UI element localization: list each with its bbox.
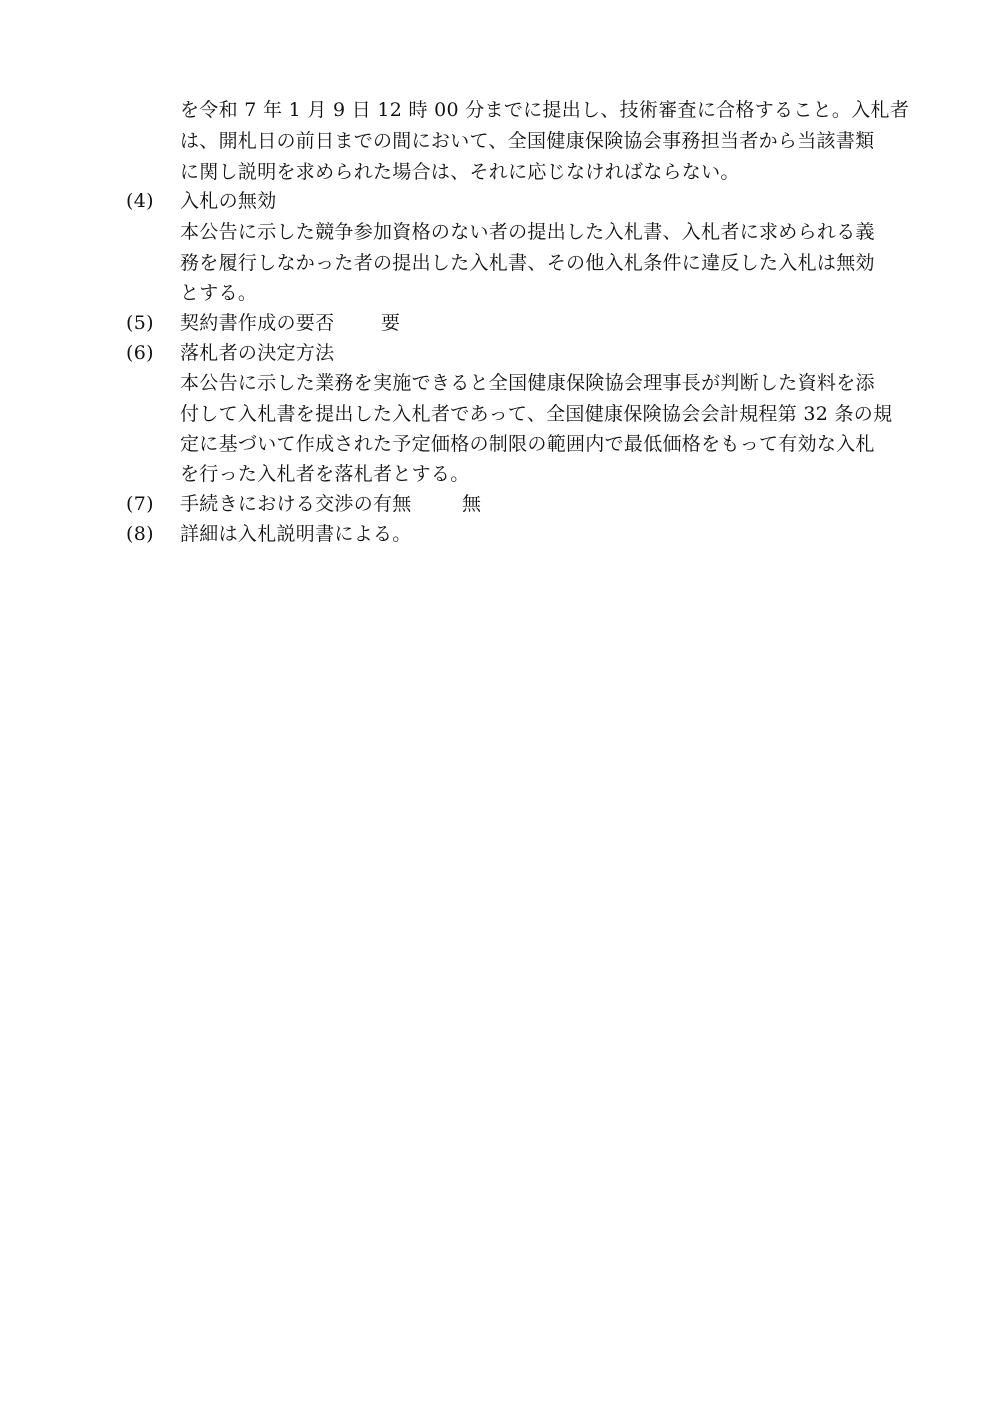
item-8-heading: 詳細は入札説明書による。	[180, 523, 412, 545]
intro-line-2: は、開札日の前日までの間において、全国健康保険協会事務担当者から当該書類	[180, 130, 875, 152]
item-4-body-line-1: 本公告に示した競争参加資格のない者の提出した入札書、入札者に求められる義	[180, 221, 875, 243]
item-6-number: (6)	[126, 342, 154, 364]
item-5-number: (5)	[126, 312, 154, 334]
item-7-heading: 手続きにおける交渉の有無	[180, 493, 412, 515]
item-6-body-line-2: 付して入札書を提出した入札者であって、全国健康保険協会会計規程第 32 条の規	[180, 403, 893, 425]
item-7-number: (7)	[126, 493, 154, 515]
item-7-value: 無	[462, 493, 482, 515]
item-4-body-line-2: 務を履行しなかった者の提出した入札書、その他入札条件に違反した入札は無効	[180, 252, 875, 274]
item-6-body-line-3: 定に基づいて作成された予定価格の制限の範囲内で最低価格をもって有効な入札	[180, 433, 875, 455]
item-6-body-line-4: を行った入札者を落札者とする。	[180, 463, 470, 485]
item-6-body-line-1: 本公告に示した業務を実施できると全国健康保険協会理事長が判断した資料を添	[180, 372, 875, 394]
item-4-heading: 入札の無効	[180, 190, 277, 212]
intro-line-1: を令和 7 年 1 月 9 日 12 時 00 分までに提出し、技術審査に合格すること。入札者	[180, 99, 910, 121]
item-5-value: 要	[381, 312, 401, 334]
item-5-heading: 契約書作成の要否	[180, 312, 335, 334]
item-4-number: (4)	[126, 190, 154, 212]
intro-line-3: に関し説明を求められた場合は、それに応じなければならない。	[180, 161, 740, 183]
item-8-number: (8)	[126, 523, 154, 545]
item-4-body-line-3: とする。	[180, 282, 258, 304]
item-6-heading: 落札者の決定方法	[180, 342, 335, 364]
